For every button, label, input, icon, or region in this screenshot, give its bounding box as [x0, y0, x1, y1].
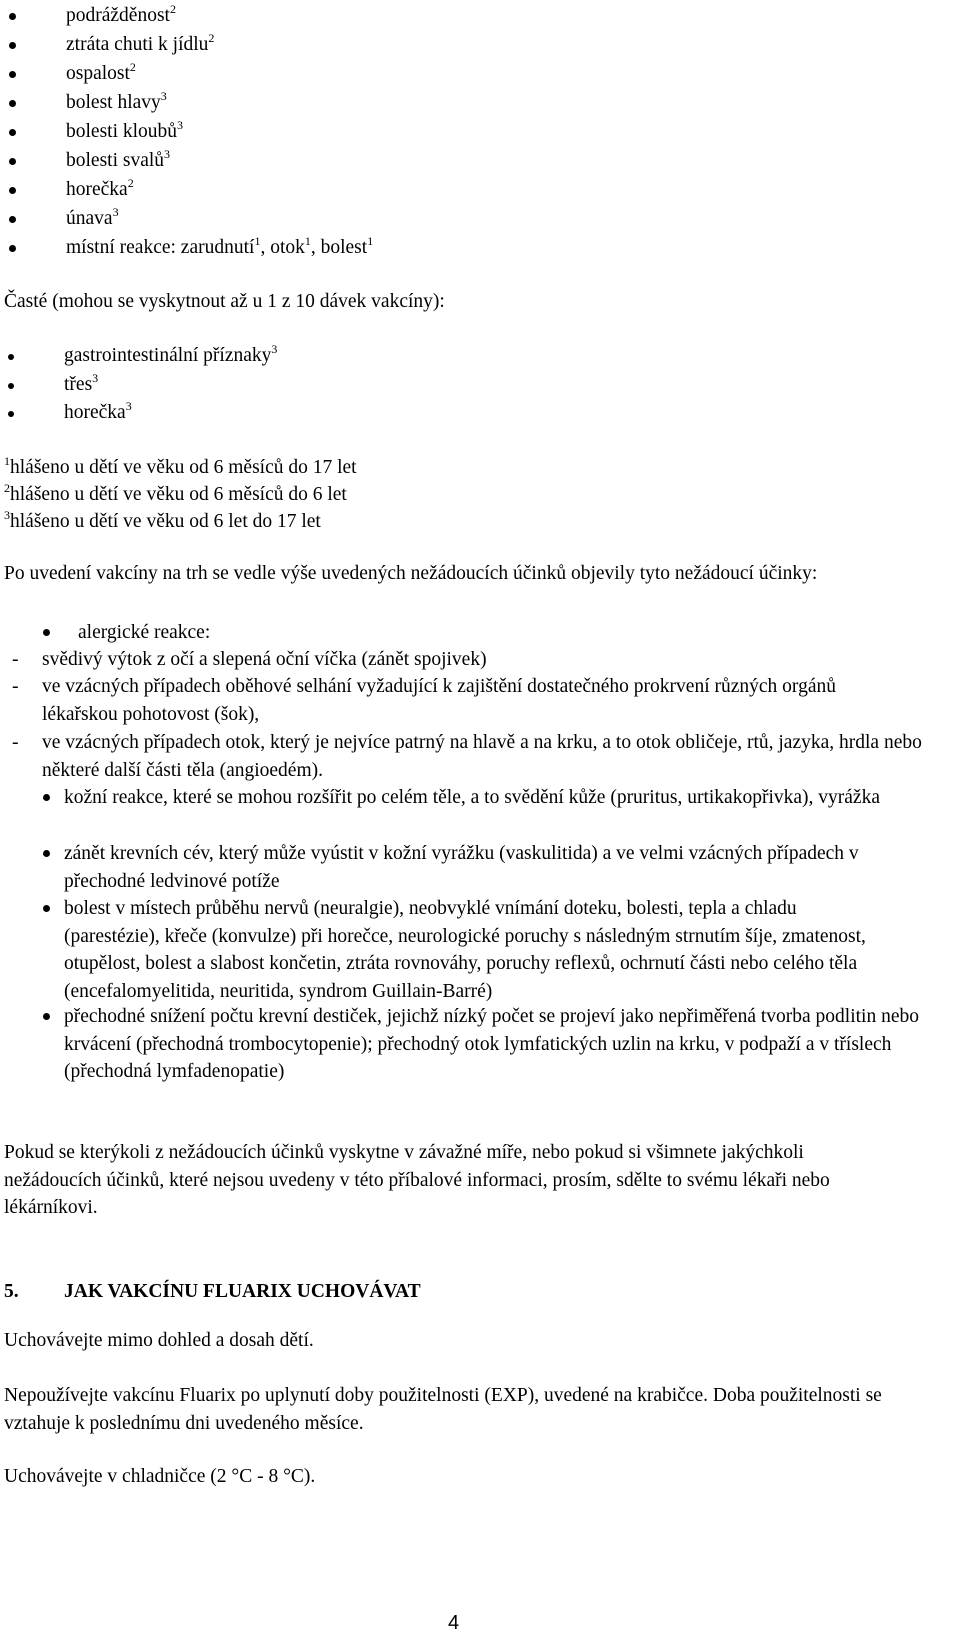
list-item-text: , bolest [310, 237, 368, 258]
footnote-mark: 2 [4, 481, 10, 495]
footnote [4, 455, 357, 482]
list-item-text: horečka [64, 402, 126, 423]
list-item-text: bolesti kloubů [66, 121, 178, 142]
list-item-text: třes [64, 374, 93, 395]
bullet-icon [9, 71, 16, 78]
bullet-icon [43, 794, 50, 801]
footnote-ref: 3 [271, 342, 278, 356]
footnote-ref: 2 [169, 2, 176, 16]
list-item [0, 206, 950, 232]
footnote-text: hlášeno u dětí ve věku od 6 měsíců do 17 let [10, 457, 357, 478]
list-item-text: únava [66, 208, 113, 229]
footnote-text: hlášeno u dětí ve věku od 6 měsíců do 6 let [10, 484, 347, 505]
list-item [0, 235, 950, 261]
bullet-icon [9, 42, 16, 49]
list-item [0, 119, 950, 145]
bullet-icon [43, 905, 50, 912]
dash-item-text: ve vzácných případech otok, který je nejvíce patrný na hlavě a na krku, a to otok obličeje, rtů, jazyka, hrdla nebo některé další části těla (angioedém). [42, 732, 922, 781]
list-item [0, 61, 950, 87]
list-item [0, 90, 950, 116]
dash-icon: - [12, 676, 19, 697]
bullet-icon [8, 411, 14, 417]
bullet-icon [9, 100, 16, 107]
section-number: 5. [4, 1281, 19, 1302]
bullet-icon [8, 383, 14, 389]
footnote-mark: 3 [4, 508, 10, 522]
expiry-paragraph [4, 1382, 914, 1437]
bullet-icon [43, 1013, 50, 1020]
footnote-ref: 1 [367, 234, 374, 248]
post-marketing-intro [4, 560, 924, 588]
bullet-icon [43, 629, 50, 636]
dash-item-text: ve vzácných případech oběhové selhání vyžadující k zajištění dostatečného prokrvení různých orgánů lékařskou pohotovost (šok), [42, 676, 836, 725]
list-item [0, 177, 950, 203]
bullet-icon [43, 850, 50, 857]
list-item-text: horečka [66, 179, 128, 200]
bullet-icon [9, 187, 16, 194]
dash-item-text: svědivý výtok z očí a slepená oční víčka (zánět spojivek) [42, 649, 487, 670]
list-item-text: bolest v místech průběhu nervů (neuralgie), neobvyklé vnímání doteku, bolesti, tepla a chladu (parestézie), křeče (konvulze) při horečce, neurologické poruchy s následným strnutím šíje, zmatenost, otupělost, bolest a slabost končetin, ztráta rovnováhy, poruchy reflexů, ochrnutí části nebo celého těla (encefalomyelitida, neuritida, syndrom Guillain-Barré) [64, 898, 866, 1002]
bullet-icon [9, 216, 16, 223]
bullet-icon [9, 129, 16, 136]
bullet-icon [9, 13, 16, 20]
footnote-ref: 3 [92, 371, 99, 385]
list-item [0, 372, 950, 398]
paragraph-text: Nepoužívejte vakcínu Fluarix po uplynutí doby použitelnosti (EXP), uvedené na krabičce. Doba použitelnosti se vztahuje k poslednímu dni uvedeného měsíce. [4, 1385, 882, 1434]
paragraph-text: Pokud se kterýkoli z nežádoucích účinků vyskytne v závažné míře, nebo pokud si všimnete jakýchkoli nežádoucích účinků, které nejsou uvedeny v této příbalové informaci, prosím, sdělte to svému lékaři nebo lékárníkovi. [4, 1142, 830, 1219]
footnote-ref: 2 [129, 60, 136, 74]
list-item [0, 3, 950, 29]
list-item [0, 400, 950, 426]
bullet-icon [8, 354, 14, 360]
section-heading [4, 1281, 421, 1303]
paragraph-text: Po uvedení vakcíny na trh se vedle výše uvedených nežádoucích účinků objevily tyto nežádoucí účinky: [4, 563, 818, 584]
footnote-ref: 3 [112, 205, 119, 219]
list-item [0, 32, 950, 58]
list-item-text: , otok [260, 237, 305, 258]
footnote-ref: 1 [304, 234, 311, 248]
footnote-mark: 1 [4, 454, 10, 468]
list-item-text: gastrointestinální příznaky [64, 345, 272, 366]
list-item [0, 343, 950, 369]
list-item-text: alergické reakce: [78, 622, 211, 643]
footnote-ref: 3 [177, 118, 184, 132]
bullet-icon [9, 158, 16, 165]
footnote-ref: 3 [125, 399, 132, 413]
footnote-ref: 3 [164, 147, 171, 161]
list-item [0, 148, 950, 174]
storage-paragraph: Uchovávejte mimo dohled a dosah dětí. [4, 1330, 314, 1351]
fridge-paragraph: Uchovávejte v chladničce (2 °C - 8 °C). [4, 1466, 316, 1487]
footnote-ref: 2 [208, 31, 215, 45]
footnote [4, 509, 321, 536]
list-item-text: zánět krevních cév, který může vyústit v kožní vyrážku (vaskulitida) a ve velmi vzácných případech v přechodné ledvinové potíže [64, 843, 859, 892]
footnote [4, 482, 347, 509]
list-item-text: místní reakce: zarudnutí [66, 237, 255, 258]
section-title: JAK VAKCÍNU FLUARIX UCHOVÁVAT [64, 1281, 421, 1302]
dash-icon: - [12, 649, 19, 670]
list-item-text: kožní reakce, které se mohou rozšířit po celém těle, a to svědění kůže (pruritus, urtikakopřivka), vyrážka [64, 787, 880, 808]
page-number: 4 [448, 1612, 460, 1634]
common-heading: Časté (mohou se vyskytnout až u 1 z 10 dávek vakcíny): [4, 291, 445, 312]
report-paragraph [4, 1139, 904, 1222]
list-item-text: ospalost [66, 63, 130, 84]
list-item-text: bolest hlavy [66, 92, 161, 113]
list-item-text: přechodné snížení počtu krevní destiček, jejichž nízký počet se projeví jako nepřiměřená tvorba podlitin nebo krvácení (přechodná trombocytopenie); přechodný otok lymfatických uzlin na krku, v podpaží a v tříslech (přechodná lymfadenopatie) [64, 1006, 920, 1083]
footnote-text: hlášeno u dětí ve věku od 6 let do 17 let [10, 511, 321, 532]
list-item-text: podrážděnost [66, 5, 170, 26]
list-item-text: bolesti svalů [66, 150, 165, 171]
footnote-ref: 1 [254, 234, 261, 248]
footnote-ref: 3 [160, 89, 167, 103]
footnote-ref: 2 [127, 176, 134, 190]
list-item-text: ztráta chuti k jídlu [66, 34, 209, 55]
bullet-icon [9, 245, 16, 252]
dash-icon: - [12, 732, 19, 753]
